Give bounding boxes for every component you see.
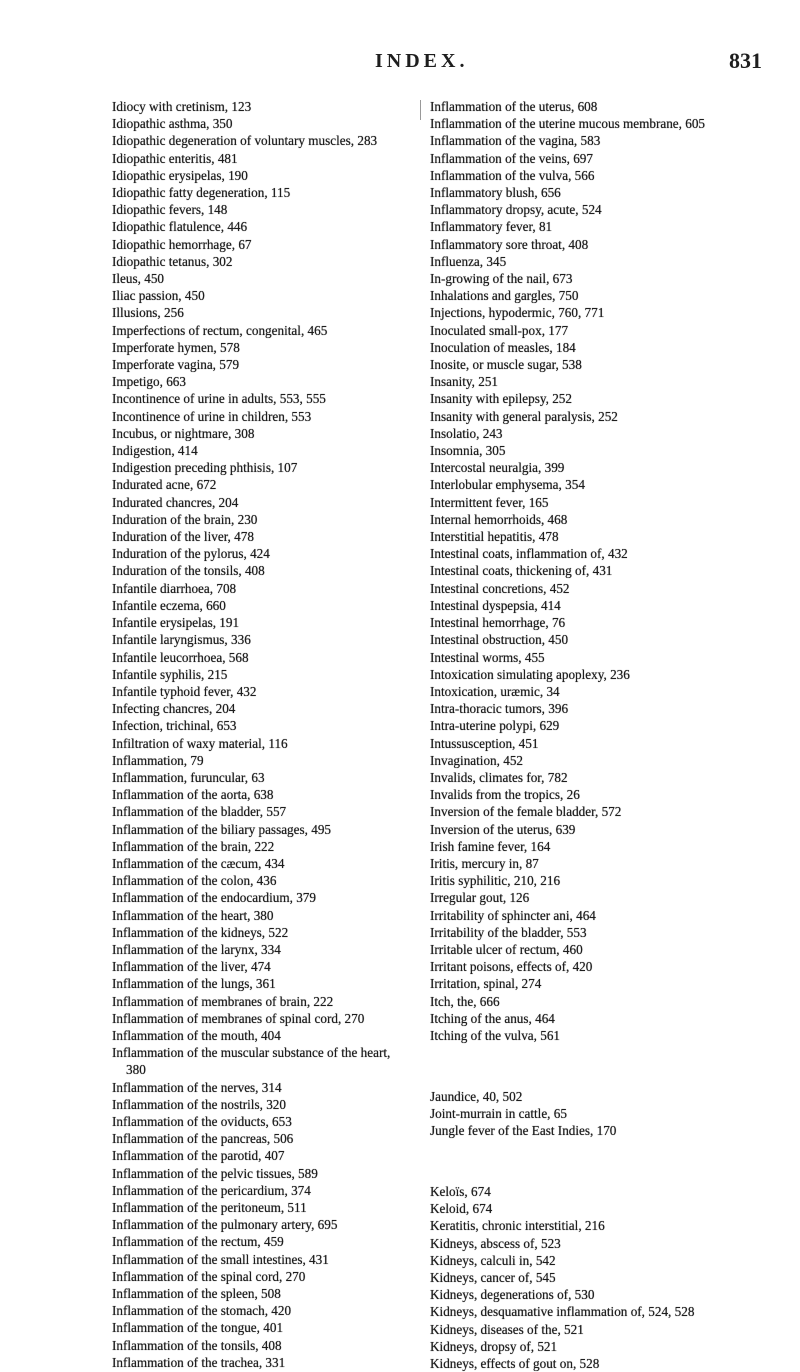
index-entry: Idiopathic hemorrhage, 67 [112, 236, 252, 252]
index-entry: Inflammation of the liver, 474 [112, 959, 271, 975]
index-entry: Imperforate hymen, 578 [112, 339, 240, 355]
index-entry: Itching of the vulva, 561 [430, 1027, 561, 1043]
index-entry: Inflammation of the spinal cord, 270 [112, 1268, 306, 1284]
index-entry: Intestinal coats, inflammation of, 432 [430, 546, 628, 562]
index-entry: Induration of the liver, 478 [112, 529, 254, 545]
index-entry: Inflammation of the biliary passages, 495 [112, 821, 332, 837]
index-entry: Kidneys, cancer of, 545 [430, 1269, 556, 1285]
index-entry: Inflammation of the lungs, 361 [112, 976, 276, 992]
index-entry: Inflammation of membranes of brain, 222 [112, 993, 334, 1009]
index-entry: Inflammation of the cæcum, 434 [112, 855, 285, 871]
index-entry: Insomnia, 305 [430, 443, 506, 459]
index-entry: Joint-murrain in cattle, 65 [430, 1105, 567, 1121]
index-entry: Infantile erysipelas, 191 [112, 615, 240, 631]
index-entry: Jaundice, 40, 502 [430, 1088, 523, 1104]
index-entry: Inflammation of the stomach, 420 [112, 1303, 292, 1319]
index-entry: Infecting chancres, 204 [112, 701, 236, 717]
index-entry: Insolatio, 243 [430, 425, 503, 441]
index-entry: Infantile eczema, 660 [112, 597, 226, 613]
index-entry: Inversion of the female bladder, 572 [430, 804, 622, 820]
index-entry: Insanity with general paralysis, 252 [430, 408, 618, 424]
index-entry: In-growing of the nail, 673 [430, 271, 573, 287]
index-entry: Inflammation of the heart, 380 [112, 907, 274, 923]
index-entry: Inflammation of the trachea, 331 [112, 1354, 286, 1370]
index-entry: Inflammation of the pulmonary artery, 695 [112, 1217, 338, 1233]
index-entry: Inversion of the uterus, 639 [430, 821, 576, 837]
index-entry: Intestinal hemorrhage, 76 [430, 615, 566, 631]
index-entry: Idiocy with cretinism, 123 [112, 99, 252, 114]
index-entry: Intestinal worms, 455 [430, 649, 545, 665]
index-entry: Indurated acne, 672 [112, 477, 217, 493]
index-entry: Indigestion preceding phthisis, 107 [112, 460, 298, 476]
index-entry: Inflammation of the peritoneum, 511 [112, 1200, 307, 1215]
index-entry: Infiltration of waxy material, 116 [112, 735, 288, 751]
index-entry: Inflammation of the colon, 436 [112, 873, 277, 889]
index-entry: Intermittent fever, 165 [430, 494, 549, 510]
index-entry: Illusions, 256 [112, 305, 184, 321]
index-entry: Irritable ulcer of rectum, 460 [430, 941, 583, 957]
index-entry: Inflammation of the tongue, 401 [112, 1320, 284, 1336]
running-title: INDEX. [375, 50, 469, 72]
index-entry: Induration of the pylorus, 424 [112, 546, 270, 562]
index-entry: Inflammation of the nerves, 314 [112, 1079, 282, 1095]
index-entry: Irritant poisons, effects of, 420 [430, 959, 593, 975]
index-entry: Intoxication simulating apoplexy, 236 [430, 666, 630, 682]
index-entry: Internal hemorrhoids, 468 [430, 511, 568, 527]
index-entry: Irritability of the bladder, 553 [430, 924, 587, 940]
index-entry: Inflammatory fever, 81 [430, 219, 553, 235]
index-entry: Iritis, mercury in, 87 [430, 855, 539, 871]
index-entry: Iliac passion, 450 [112, 288, 205, 304]
index-entry: Intoxication, uræmic, 34 [430, 683, 560, 699]
index-entry: Indigestion, 414 [112, 443, 198, 459]
index-entry: Idiopathic asthma, 350 [112, 116, 233, 132]
index-entry: Infantile leucorrhoea, 568 [112, 649, 249, 665]
column-divider [420, 100, 421, 120]
index-entry: Intussusception, 451 [430, 735, 539, 751]
index-entry: Inflammation of the uterus, 608 [430, 99, 598, 114]
index-entry: Infection, trichinal, 653 [112, 718, 237, 734]
index-entry: Itch, the, 666 [430, 993, 500, 1009]
index-entry: Inflammation of the vagina, 583 [430, 133, 601, 149]
index-entry: Inflammation of the larynx, 334 [112, 941, 281, 957]
index-entry: Keratitis, chronic interstitial, 216 [430, 1218, 605, 1234]
index-entry: Idiopathic fatty degeneration, 115 [112, 185, 291, 201]
index-entry: Inflammation of the pancreas, 506 [112, 1131, 294, 1147]
index-entry: Idiopathic fevers, 148 [112, 202, 228, 218]
index-entry: Inflammation of the parotid, 407 [112, 1148, 285, 1164]
index-column-right [430, 98, 768, 1372]
index-entry: Injections, hypodermic, 760, 771 [430, 305, 605, 321]
index-column-left [112, 98, 410, 1371]
letter-section-gap [430, 1057, 768, 1074]
index-entry: Inoculation of measles, 184 [430, 339, 576, 355]
index-entry: Interstitial hepatitis, 478 [430, 529, 559, 545]
index-entry: Kidneys, degenerations of, 530 [430, 1287, 595, 1303]
index-entry: Indurated chancres, 204 [112, 494, 239, 510]
index-entry: Inflammatory sore throat, 408 [430, 236, 589, 252]
index-entry: Kidneys, dropsy of, 521 [430, 1338, 558, 1354]
index-entry: Intestinal obstruction, 450 [430, 632, 569, 648]
index-entry: Kidneys, effects of gout on, 528 [430, 1355, 600, 1371]
index-entry: Intestinal coats, thickening of, 431 [430, 563, 613, 579]
index-entry: Idiopathic tetanus, 302 [112, 253, 233, 269]
index-entry: Induration of the brain, 230 [112, 511, 258, 527]
index-entry: Infantile typhoid fever, 432 [112, 683, 257, 699]
index-entry: Idiopathic erysipelas, 190 [112, 167, 248, 183]
index-entry: Inflammation of the pericardium, 374 [112, 1182, 311, 1198]
index-entry: Iritis syphilitic, 210, 216 [430, 873, 561, 889]
index-entry: Kidneys, abscess of, 523 [430, 1235, 561, 1251]
index-entry: Inflammation of the oviducts, 653 [112, 1113, 292, 1129]
index-entry: Ileus, 450 [112, 271, 165, 287]
index-entry: Itching of the anus, 464 [430, 1010, 555, 1026]
index-entry: Invalids from the tropics, 26 [430, 787, 580, 803]
index-entry: Irritability of sphincter ani, 464 [430, 907, 596, 923]
index-entry: Kidneys, calculi in, 542 [430, 1252, 556, 1268]
index-entry: Inflammation of the brain, 222 [112, 838, 275, 854]
index-entry: Inoculated small-pox, 177 [430, 322, 569, 338]
letter-section-gap [430, 1153, 768, 1170]
index-entry: Intercostal neuralgia, 399 [430, 460, 565, 476]
index-entry: Incontinence of urine in children, 553 [112, 408, 312, 424]
index-entry: Imperforate vagina, 579 [112, 357, 240, 373]
index-entry: Inhalations and gargles, 750 [430, 288, 579, 304]
index-entry: Inflammatory dropsy, acute, 524 [430, 202, 602, 218]
index-entry: Inflammatory blush, 656 [430, 185, 561, 201]
index-entry: Idiopathic degeneration of voluntary muscles, 283 [112, 133, 378, 149]
index-entry: Infantile syphilis, 215 [112, 666, 228, 682]
index-entry: Irish famine fever, 164 [430, 838, 551, 854]
index-entry: Inflammation of membranes of spinal cord, 270 [112, 1010, 365, 1026]
page-header [0, 50, 800, 80]
index-entry: Inflammation of the small intestines, 431 [112, 1251, 329, 1267]
index-entry: Keloid, 674 [430, 1201, 493, 1217]
index-entry: Insanity with epilepsy, 252 [430, 391, 572, 407]
index-entry: Imperfections of rectum, congenital, 465 [112, 322, 328, 338]
index-entry: Inflammation of the rectum, 459 [112, 1234, 284, 1250]
index-entry: Intestinal dyspepsia, 414 [430, 597, 561, 613]
index-entry: Idiopathic flatulence, 446 [112, 219, 248, 235]
index-entry: Intra-uterine polypi, 629 [430, 718, 560, 734]
index-entry: Inflammation of the nostrils, 320 [112, 1096, 286, 1112]
index-entry: Irregular gout, 126 [430, 890, 530, 906]
index-entry: Inflammation of the muscular substance of the heart, 380 [112, 1045, 391, 1078]
index-entry: Inosite, or muscle sugar, 538 [430, 357, 582, 373]
index-entry: Inflammation of the bladder, 557 [112, 804, 287, 820]
index-entry: Inflammation of the mouth, 404 [112, 1027, 281, 1043]
index-entry: Inflammation, 79 [112, 752, 204, 768]
index-entry: Infantile laryngismus, 336 [112, 632, 251, 648]
page-number: 831 [729, 48, 762, 73]
index-entry: Kidneys, diseases of the, 521 [430, 1321, 584, 1337]
index-entry: Jungle fever of the East Indies, 170 [430, 1123, 617, 1139]
index-entry: Insanity, 251 [430, 374, 499, 390]
index-entry: Inflammation of the tonsils, 408 [112, 1337, 282, 1353]
index-entry: Interlobular emphysema, 354 [430, 477, 585, 493]
index-entry: Inflammation of the uterine mucous membrane, 605 [430, 116, 706, 132]
index-entry: Keloïs, 674 [430, 1183, 491, 1199]
index-entry: Incubus, or nightmare, 308 [112, 425, 255, 441]
index-entry: Infantile diarrhoea, 708 [112, 580, 237, 596]
index-entry: Inflammation of the kidneys, 522 [112, 924, 289, 940]
index-entry: Invagination, 452 [430, 752, 524, 768]
index-entry: Impetigo, 663 [112, 374, 186, 390]
index-entry: Inflammation of the endocardium, 379 [112, 890, 316, 906]
index-entry: Inflammation of the vulva, 566 [430, 167, 595, 183]
index-entry: Inflammation of the aorta, 638 [112, 787, 274, 803]
index-entry: Incontinence of urine in adults, 553, 555 [112, 391, 326, 407]
index-entry: Irritation, spinal, 274 [430, 976, 542, 992]
index-entry: Kidneys, desquamative inflammation of, 524, 528 [430, 1304, 695, 1320]
index-entry: Invalids, climates for, 782 [430, 769, 568, 785]
index-entry: Inflammation of the veins, 697 [430, 150, 593, 166]
index-entry: Inflammation, furuncular, 63 [112, 769, 265, 785]
index-entry: Inflammation of the spleen, 508 [112, 1286, 281, 1302]
index-entry: Intestinal concretions, 452 [430, 580, 570, 596]
index-entry: Influenza, 345 [430, 253, 507, 269]
index-entry: Inflammation of the pelvic tissues, 589 [112, 1165, 318, 1181]
index-entry: Idiopathic enteritis, 481 [112, 150, 238, 166]
index-entry: Induration of the tonsils, 408 [112, 563, 265, 579]
index-entry: Intra-thoracic tumors, 396 [430, 701, 569, 717]
